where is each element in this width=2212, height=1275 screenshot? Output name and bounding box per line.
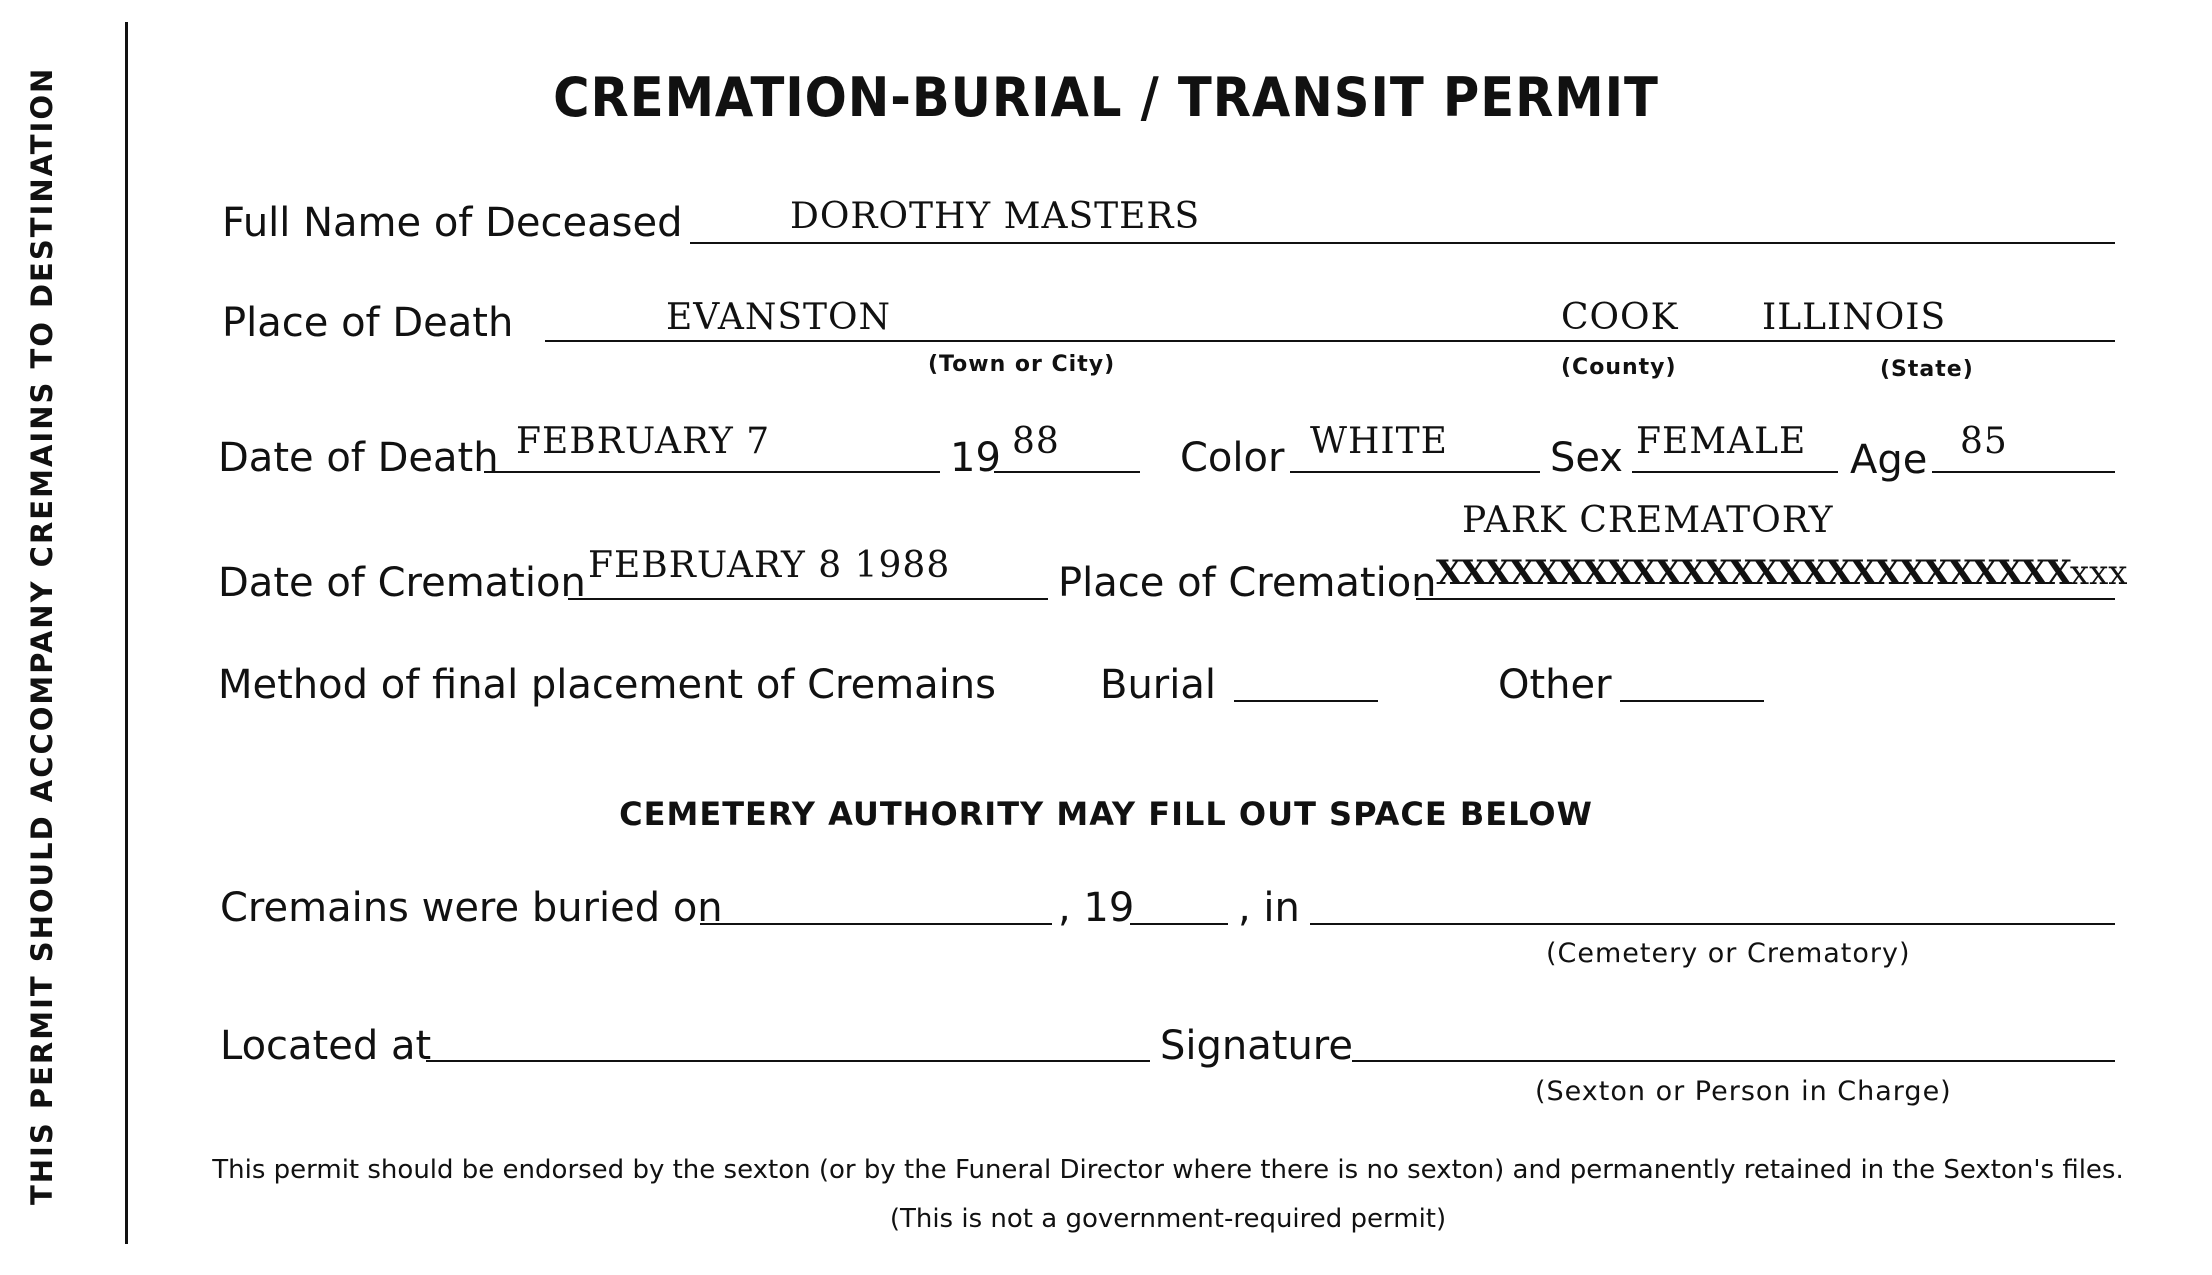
date-of-death-line[interactable]	[484, 471, 940, 473]
color-line[interactable]	[1290, 471, 1540, 473]
age-value: 85	[1960, 421, 2008, 462]
side-divider	[125, 22, 128, 1244]
date-of-death-label: Date of Death	[218, 435, 499, 481]
side-notice: THIS PERMIT SHOULD ACCOMPANY CREMAINS TO DESTINATION	[25, 66, 59, 1205]
buried-in-label: , in	[1238, 885, 1300, 931]
full-name-label: Full Name of Deceased	[222, 200, 683, 246]
footer-line-2: (This is not a government-required permit)	[889, 1204, 1447, 1234]
signature-label: Signature	[1160, 1023, 1353, 1069]
date-of-cremation-line[interactable]	[568, 598, 1048, 600]
cemetery-heading: CEMETERY AUTHORITY MAY FILL OUT SPACE BELOW	[619, 795, 1593, 833]
buried-label: Cremains were buried on	[220, 885, 723, 931]
cemetery-caption: (Cemetery or Crematory)	[1546, 938, 1911, 969]
color-value: WHITE	[1310, 421, 1448, 462]
struck-out-marks: XXXXXXXXXXXXXXXXXXXXXXXXXX	[1436, 553, 2070, 593]
burial-label: Burial	[1100, 662, 1216, 708]
date-of-death-value: FEBRUARY 7	[516, 421, 771, 462]
death-year-value: 88	[1012, 421, 1060, 462]
struck-out-tail: xxx	[2069, 553, 2128, 593]
town-value: EVANSTON	[666, 297, 892, 338]
buried-century: , 19	[1058, 885, 1135, 931]
full-name-value: DOROTHY MASTERS	[790, 196, 1201, 237]
sex-value: FEMALE	[1636, 421, 1807, 462]
date-of-cremation-value: FEBRUARY 8 1988	[588, 545, 951, 586]
sex-line[interactable]	[1632, 471, 1838, 473]
age-label: Age	[1850, 437, 1928, 483]
buried-date-line[interactable]	[700, 923, 1052, 925]
town-caption: (Town or City)	[928, 352, 1116, 377]
sex-label: Sex	[1550, 435, 1623, 481]
form-title: CREMATION-BURIAL / TRANSIT PERMIT	[553, 66, 1659, 129]
state-value: ILLINOIS	[1762, 297, 1947, 338]
signature-caption: (Sexton or Person in Charge)	[1535, 1076, 1952, 1107]
signature-line[interactable]	[1352, 1060, 2115, 1062]
state-caption: (State)	[1880, 357, 1974, 382]
place-of-cremation-label: Place of Cremation	[1058, 560, 1437, 606]
method-label: Method of final placement of Cremains	[218, 662, 996, 708]
death-century: 19	[950, 435, 1001, 481]
cemetery-line[interactable]	[1310, 923, 2115, 925]
age-line[interactable]	[1932, 471, 2115, 473]
full-name-line[interactable]	[690, 242, 2115, 244]
date-of-cremation-label: Date of Cremation	[218, 560, 586, 606]
color-label: Color	[1180, 435, 1285, 481]
located-line[interactable]	[426, 1060, 1150, 1062]
struck-out-text	[1436, 553, 2127, 593]
footer-line-1: This permit should be endorsed by the sexton (or by the Funeral Director where there is no sexton) and permanently retained in the Sexton's files.	[212, 1155, 2124, 1185]
other-line[interactable]	[1620, 700, 1764, 702]
place-of-cremation-value: PARK CREMATORY	[1462, 500, 1834, 541]
county-caption: (County)	[1561, 355, 1677, 380]
place-of-death-line[interactable]	[545, 340, 2115, 342]
county-value: COOK	[1561, 297, 1679, 338]
buried-year-line[interactable]	[1130, 923, 1228, 925]
death-year-line[interactable]	[994, 471, 1140, 473]
burial-line[interactable]	[1234, 700, 1378, 702]
place-of-death-label: Place of Death	[222, 300, 514, 346]
located-label: Located at	[220, 1023, 432, 1069]
other-label: Other	[1498, 662, 1612, 708]
place-of-cremation-line[interactable]	[1416, 598, 2115, 600]
